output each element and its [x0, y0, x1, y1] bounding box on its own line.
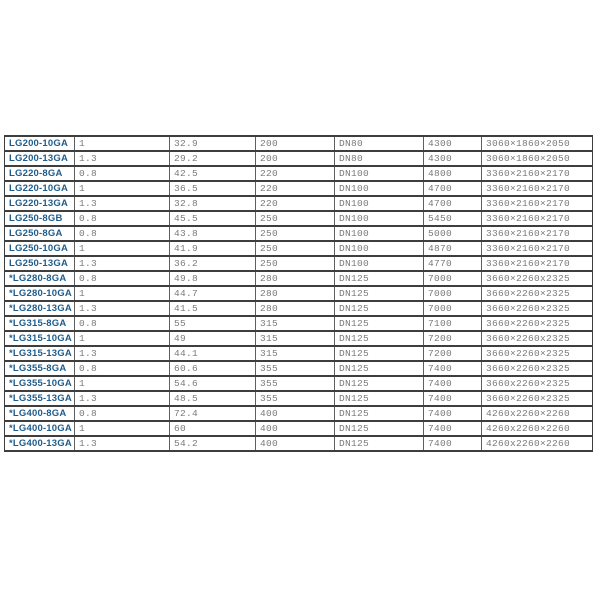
value-cell: 4300 [424, 151, 482, 166]
value-cell: 3660×2260x2325 [482, 271, 593, 286]
table-row [5, 196, 593, 211]
value-cell: 3360×2160×2170 [482, 181, 593, 196]
table-row [5, 226, 593, 241]
value-cell: 29.2 [170, 151, 256, 166]
table-row [5, 181, 593, 196]
value-cell: 4300 [424, 136, 482, 151]
value-cell: 3660×2260×2325 [482, 316, 593, 331]
model-cell: *LG280-10GA [5, 286, 75, 301]
value-cell: 7200 [424, 331, 482, 346]
value-cell: 315 [256, 316, 335, 331]
table-row [5, 301, 593, 316]
value-cell: 3060×1860×2050 [482, 151, 593, 166]
table-row [5, 361, 593, 376]
table-row [5, 391, 593, 406]
value-cell: 4700 [424, 181, 482, 196]
value-cell: 355 [256, 361, 335, 376]
value-cell: 4260x2260×2260 [486, 438, 571, 449]
value-cell: DN125 [335, 391, 424, 406]
value-cell: 3360×2160×2170 [482, 211, 593, 226]
model-cell: *LG280-13GA [5, 301, 75, 316]
value-cell: 1.3 [75, 436, 170, 451]
model-cell: LG200-10GA [5, 136, 75, 151]
value-cell: 36.2 [170, 256, 256, 271]
value-cell: 4870 [424, 241, 482, 256]
value-cell: 3360×2160×2170 [482, 226, 593, 241]
value-cell: DN100 [335, 211, 424, 226]
value-cell: 3060×1860×2050 [482, 136, 593, 151]
model-cell: *LG355-13GA [5, 391, 75, 406]
value-cell: 4770 [424, 256, 482, 271]
value-cell: 3660×2260×2325 [482, 361, 593, 376]
model-cell: *LG355-8GA [5, 361, 75, 376]
value-cell: DN100 [335, 226, 424, 241]
value-cell: 49 [170, 331, 256, 346]
table-row [5, 421, 593, 436]
value-cell: 400 [256, 436, 335, 451]
value-cell: 220 [256, 196, 335, 211]
value-cell: DN125 [335, 346, 424, 361]
value-cell: DN125 [335, 421, 424, 436]
value-cell: 41.5 [170, 301, 256, 316]
value-cell: DN100 [335, 241, 424, 256]
table-row [5, 286, 593, 301]
model-cell: LG220-10GA [5, 181, 75, 196]
value-cell: 5000 [424, 226, 482, 241]
value-cell: 400 [256, 421, 335, 436]
table-row [5, 166, 593, 181]
value-cell: DN125 [335, 301, 424, 316]
value-cell: 355 [256, 391, 335, 406]
spec-table-container [4, 135, 593, 452]
value-cell: 315 [256, 331, 335, 346]
model-cell: *LG400-8GA [5, 406, 75, 421]
value-cell: 54.6 [170, 376, 256, 391]
value-cell: 7000 [424, 271, 482, 286]
value-cell: 7400 [424, 436, 482, 451]
table-row [5, 211, 593, 226]
value-cell: 3660×2260×2325 [482, 346, 593, 361]
value-cell: DN125 [335, 436, 424, 451]
value-cell: 49.8 [170, 271, 256, 286]
value-cell: 0.8 [75, 406, 170, 421]
value-cell: 7400 [424, 361, 482, 376]
table-row [5, 331, 593, 346]
value-cell: 7400 [424, 391, 482, 406]
table-row [5, 256, 593, 271]
model-cell: LG250-13GA [5, 256, 75, 271]
value-cell: 250 [256, 211, 335, 226]
value-cell: 4260x2260×2260 [482, 421, 593, 436]
model-cell: *LG400-10GA [5, 421, 75, 436]
value-cell: 7400 [424, 376, 482, 391]
value-cell: 36.5 [170, 181, 256, 196]
value-cell: 1 [75, 136, 170, 151]
value-cell: 1 [75, 421, 170, 436]
value-cell: 4800 [424, 166, 482, 181]
table-row [5, 436, 593, 451]
value-cell: 1.3 [75, 256, 170, 271]
value-cell: 1 [75, 286, 170, 301]
value-cell: DN125 [335, 376, 424, 391]
value-cell: 4260x2260×2260 [482, 406, 593, 421]
value-cell: 43.8 [170, 226, 256, 241]
value-cell: 7200 [424, 346, 482, 361]
model-cell: LG250-10GA [5, 241, 75, 256]
value-cell: 220 [256, 181, 335, 196]
value-cell: 1.3 [75, 391, 170, 406]
model-cell: LG220-13GA [5, 196, 75, 211]
value-cell: DN100 [335, 166, 424, 181]
table-row [5, 136, 593, 151]
value-cell: 1 [75, 181, 170, 196]
model-cell: LG200-13GA [5, 151, 75, 166]
value-cell: 3660×2260×2325 [482, 391, 593, 406]
spec-table-body [5, 136, 593, 451]
value-cell: 7000 [424, 301, 482, 316]
value-cell: 1.3 [75, 151, 170, 166]
value-cell: 3360×2160×2170 [482, 166, 593, 181]
value-cell: 44.7 [170, 286, 256, 301]
model-cell: *LG315-13GA [5, 346, 75, 361]
value-cell: 1 [75, 241, 170, 256]
value-cell: 250 [256, 241, 335, 256]
value-cell: 41.9 [170, 241, 256, 256]
value-cell: 3360×2160×2170 [482, 196, 593, 211]
value-cell: 55 [170, 316, 256, 331]
value-cell: DN125 [335, 361, 424, 376]
table-row [5, 346, 593, 361]
table-row [5, 151, 593, 166]
value-cell: 4700 [424, 196, 482, 211]
value-cell: DN100 [335, 196, 424, 211]
model-cell: *LG280-8GA [5, 271, 75, 286]
value-cell: 3360×2160×2170 [482, 256, 593, 271]
value-cell: 54.2 [170, 436, 256, 451]
value-cell: 32.8 [170, 196, 256, 211]
value-cell: 3360×2160×2170 [482, 241, 593, 256]
value-cell: 200 [256, 151, 335, 166]
value-cell: 280 [256, 286, 335, 301]
value-cell: 0.8 [75, 211, 170, 226]
value-cell: 1.3 [75, 196, 170, 211]
value-cell: 1.3 [75, 301, 170, 316]
value-cell: 3660x2260×2325 [482, 376, 593, 391]
value-cell: 3660×2260×2325 [482, 286, 593, 301]
value-cell: 44.1 [170, 346, 256, 361]
value-cell: DN80 [335, 136, 424, 151]
model-cell: LG250-8GA [5, 226, 75, 241]
value-cell: 60.6 [170, 361, 256, 376]
value-cell: 200 [256, 136, 335, 151]
value-cell: 1 [75, 376, 170, 391]
value-cell: 400 [256, 406, 335, 421]
value-cell: 7000 [424, 286, 482, 301]
value-cell: 220 [256, 166, 335, 181]
value-cell: 5450 [424, 211, 482, 226]
value-cell: 7400 [424, 406, 482, 421]
value-cell: DN125 [335, 316, 424, 331]
value-cell: DN125 [335, 331, 424, 346]
spec-table [4, 135, 593, 452]
value-cell: 0.8 [75, 316, 170, 331]
value-cell: DN100 [335, 181, 424, 196]
value-cell: DN125 [335, 271, 424, 286]
value-cell: 3660×2260×2325 [482, 301, 593, 316]
value-cell: 0.8 [75, 271, 170, 286]
value-cell: 315 [256, 346, 335, 361]
value-cell: DN100 [335, 256, 424, 271]
table-row [5, 271, 593, 286]
value-cell: 280 [256, 271, 335, 286]
table-row [5, 376, 593, 391]
value-cell: 60 [170, 421, 256, 436]
model-cell: *LG315-8GA [5, 316, 75, 331]
value-cell: 0.8 [75, 226, 170, 241]
value-cell: 1 [75, 331, 170, 346]
value-cell: DN125 [335, 406, 424, 421]
value-cell: 3660×2260x2325 [482, 331, 593, 346]
table-row [5, 406, 593, 421]
model-cell: *LG355-10GA [5, 376, 75, 391]
value-cell: 355 [256, 376, 335, 391]
table-row [5, 316, 593, 331]
value-cell: 72.4 [170, 406, 256, 421]
value-cell: 1.3 [75, 346, 170, 361]
value-cell: 45.5 [170, 211, 256, 226]
model-cell: LG220-8GA [5, 166, 75, 181]
model-cell: *LG315-10GA [5, 331, 75, 346]
value-cell: 7100 [424, 316, 482, 331]
model-cell: LG250-8GB [5, 211, 75, 226]
value-cell: 250 [256, 256, 335, 271]
table-row [5, 241, 593, 256]
value-cell: 42.5 [170, 166, 256, 181]
value-cell: 0.8 [75, 166, 170, 181]
value-cell: 48.5 [170, 391, 256, 406]
value-cell: DN80 [335, 151, 424, 166]
model-cell: *LG400-13GA [5, 436, 75, 451]
value-cell: 280 [256, 301, 335, 316]
value-cell: DN125 [335, 286, 424, 301]
value-cell: 250 [256, 226, 335, 241]
value-cell: 7400 [424, 421, 482, 436]
value-cell: 0.8 [75, 361, 170, 376]
value-cell: 32.9 [170, 136, 256, 151]
